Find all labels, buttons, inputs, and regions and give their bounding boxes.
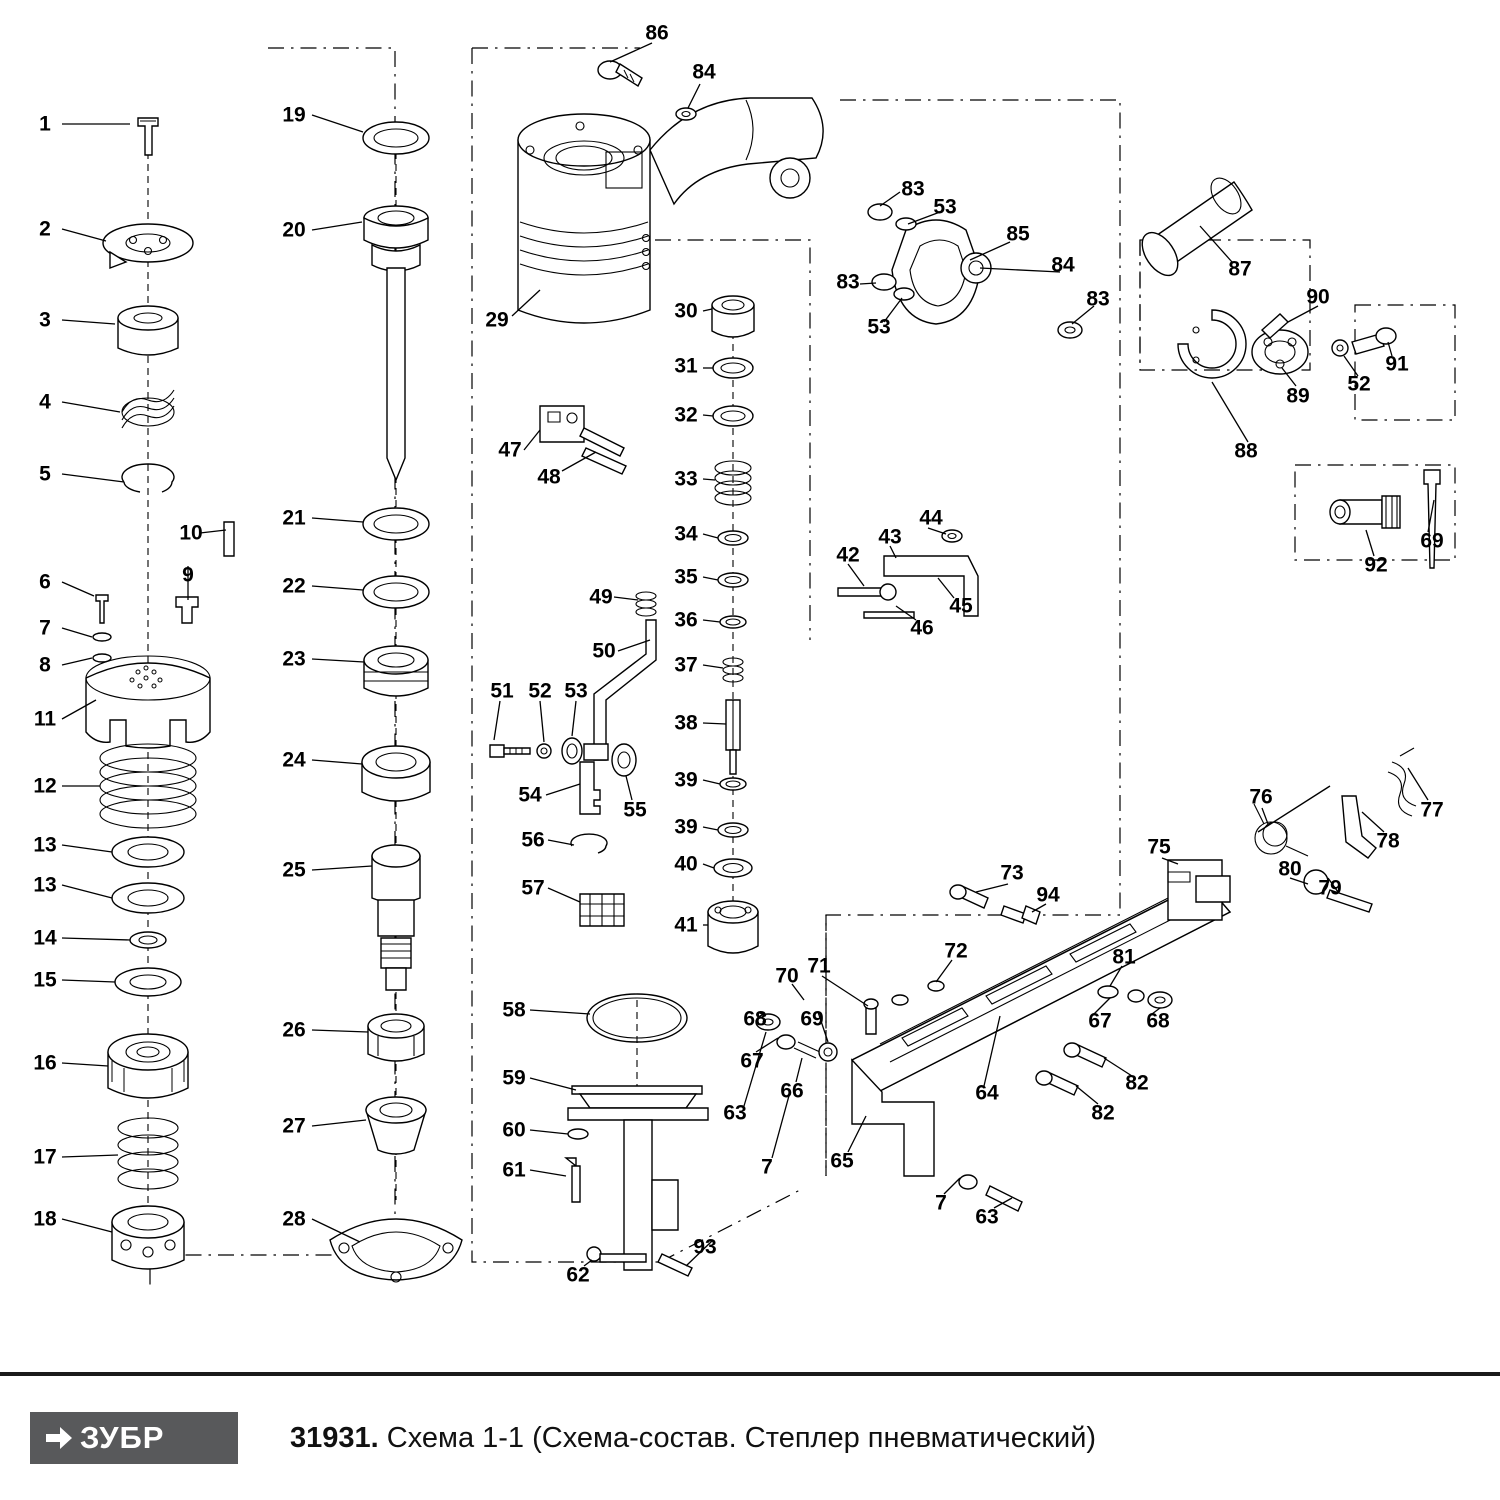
- brand-logo: [30, 1412, 238, 1464]
- callout-77: 77: [1420, 798, 1444, 822]
- callout-68b: 68: [1146, 1009, 1170, 1033]
- callout-76: 76: [1249, 785, 1273, 809]
- trigger-49-50: [594, 592, 656, 760]
- callout-58: 58: [502, 998, 526, 1022]
- callout-67: 67: [740, 1049, 764, 1073]
- callout-69: 69: [800, 1007, 824, 1031]
- main-housing-29: [518, 61, 823, 323]
- callout-69b: 69: [1420, 529, 1444, 553]
- callout-59: 59: [502, 1066, 526, 1090]
- callout-37: 37: [674, 653, 698, 677]
- callout-2: 2: [39, 217, 51, 241]
- magazine-assembly: [756, 748, 1416, 1211]
- callout-83b: 83: [836, 270, 860, 294]
- callout-27: 27: [282, 1114, 306, 1138]
- callout-43: 43: [878, 525, 902, 549]
- callout-5: 5: [39, 462, 51, 486]
- column-b-parts: [330, 122, 462, 1282]
- callout-88: 88: [1234, 439, 1258, 463]
- callout-50: 50: [592, 639, 616, 663]
- callout-53c: 53: [867, 315, 891, 339]
- callout-13b: 13: [33, 873, 57, 897]
- callout-11: 11: [33, 707, 57, 731]
- callout-19: 19: [282, 103, 306, 127]
- callout-52: 52: [528, 679, 552, 703]
- callout-33: 33: [674, 467, 698, 491]
- callout-16: 16: [33, 1051, 57, 1075]
- callout-4: 4: [39, 390, 51, 414]
- callout-68: 68: [743, 1007, 767, 1031]
- callout-14: 14: [33, 926, 57, 950]
- callout-92: 92: [1364, 553, 1388, 577]
- callout-70: 70: [775, 964, 799, 988]
- callout-51: 51: [490, 679, 514, 703]
- diagram-caption-text: Схема 1-1 (Схема-состав. Степлер пневматический): [386, 1421, 1097, 1454]
- callout-84b: 84: [1051, 253, 1075, 277]
- footer: [0, 1376, 1500, 1500]
- callout-9: 9: [182, 563, 194, 587]
- callout-32: 32: [674, 403, 698, 427]
- callout-39b: 39: [674, 815, 698, 839]
- callout-49: 49: [589, 585, 613, 609]
- callout-65: 65: [830, 1149, 854, 1173]
- callout-73: 73: [1000, 861, 1024, 885]
- callout-31: 31: [674, 354, 698, 378]
- callout-82b: 82: [1091, 1101, 1115, 1125]
- callout-93: 93: [693, 1235, 717, 1259]
- callout-53b: 53: [933, 195, 957, 219]
- callout-6: 6: [39, 570, 51, 594]
- callout-29: 29: [485, 308, 509, 332]
- callout-45: 45: [949, 594, 973, 618]
- callout-67b: 67: [1088, 1009, 1112, 1033]
- callout-91: 91: [1385, 352, 1409, 376]
- callout-26: 26: [282, 1018, 306, 1042]
- callout-17: 17: [33, 1145, 57, 1169]
- callout-56: 56: [521, 828, 545, 852]
- callout-89: 89: [1286, 384, 1310, 408]
- callout-54: 54: [518, 783, 542, 807]
- callout-62: 62: [566, 1263, 590, 1287]
- cover-group-88-92: [1178, 310, 1440, 568]
- callout-71: 71: [807, 954, 831, 978]
- callout-15: 15: [33, 968, 57, 992]
- callout-7: 7: [39, 616, 51, 640]
- callout-34: 34: [674, 522, 698, 546]
- group-boundaries: [150, 48, 1455, 1290]
- callout-85: 85: [1006, 222, 1030, 246]
- column-c-parts: [708, 296, 758, 953]
- callout-87: 87: [1228, 257, 1252, 281]
- callout-21: 21: [282, 506, 306, 530]
- callout-86: 86: [645, 21, 669, 45]
- callout-72: 72: [944, 939, 968, 963]
- column-a-parts: [86, 118, 234, 1269]
- callout-8: 8: [39, 653, 51, 677]
- callout-40: 40: [674, 852, 698, 876]
- callout-79: 79: [1318, 876, 1342, 900]
- trigger-assembly-51-57: [490, 738, 636, 926]
- nose-assembly: [566, 994, 708, 1276]
- callout-61: 61: [502, 1158, 526, 1182]
- callout-81: 81: [1112, 945, 1136, 969]
- callout-52b: 52: [1347, 372, 1371, 396]
- callout-41: 41: [674, 913, 698, 937]
- callout-57: 57: [521, 876, 545, 900]
- callout-38: 38: [674, 711, 698, 735]
- callout-80: 80: [1278, 857, 1302, 881]
- callout-25: 25: [282, 858, 306, 882]
- callout-24: 24: [282, 748, 306, 772]
- callout-30: 30: [674, 299, 698, 323]
- callout-39: 39: [674, 768, 698, 792]
- callout-44: 44: [919, 506, 943, 530]
- callout-10: 10: [179, 521, 203, 545]
- arrow-right-icon: [40, 1421, 74, 1455]
- callout-13: 13: [33, 833, 57, 857]
- callout-64: 64: [975, 1081, 999, 1105]
- brand-name: ЗУБР: [80, 1420, 165, 1455]
- callout-23: 23: [282, 647, 306, 671]
- callout-83c: 83: [1086, 287, 1110, 311]
- callout-47: 47: [498, 438, 522, 462]
- callout-90: 90: [1306, 285, 1330, 309]
- callout-75: 75: [1147, 835, 1171, 859]
- callout-60: 60: [502, 1118, 526, 1142]
- callout-20: 20: [282, 218, 306, 242]
- callout-35: 35: [674, 565, 698, 589]
- valve-47-48: [540, 406, 626, 474]
- callout-55: 55: [623, 798, 647, 822]
- callout-94: 94: [1036, 883, 1060, 907]
- callout-46: 46: [910, 616, 934, 640]
- callout-28: 28: [282, 1207, 306, 1231]
- callout-7c: 7: [935, 1191, 947, 1215]
- callout-63: 63: [723, 1101, 747, 1125]
- callout-83: 83: [901, 177, 925, 201]
- callout-1: 1: [39, 112, 51, 136]
- callout-7b: 7: [761, 1155, 773, 1179]
- diagram-caption: [290, 1422, 1096, 1455]
- callout-42: 42: [836, 543, 860, 567]
- diagram-code: 31931.: [290, 1421, 379, 1454]
- callout-63b: 63: [975, 1205, 999, 1229]
- callout-82: 82: [1125, 1071, 1149, 1095]
- callout-78: 78: [1376, 829, 1400, 853]
- callout-48: 48: [537, 465, 561, 489]
- callout-3: 3: [39, 308, 51, 332]
- callout-12: 12: [33, 774, 57, 798]
- callout-36: 36: [674, 608, 698, 632]
- callout-66: 66: [780, 1079, 804, 1103]
- callout-53: 53: [564, 679, 588, 703]
- callout-22: 22: [282, 574, 306, 598]
- callout-84: 84: [692, 60, 716, 84]
- callout-18: 18: [33, 1207, 57, 1231]
